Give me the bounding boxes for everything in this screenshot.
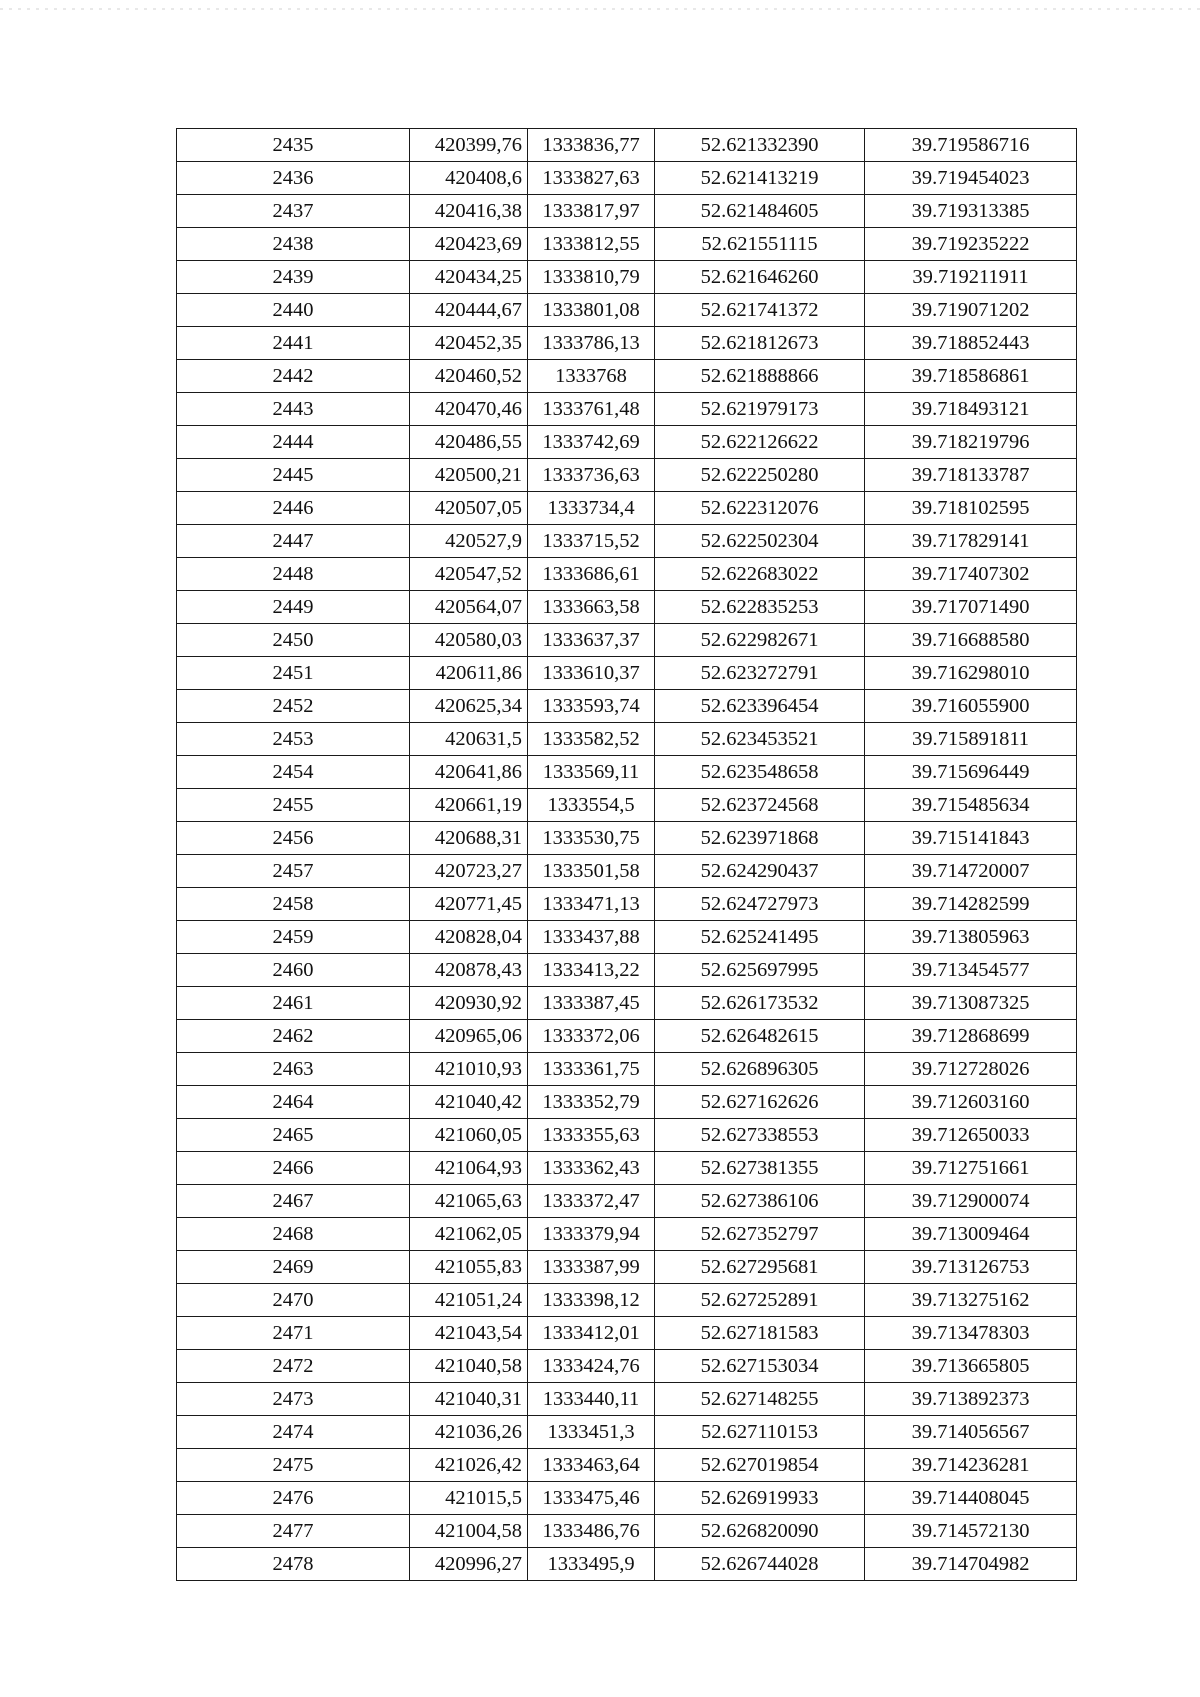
- y-coordinate-cell: 1333734,4: [528, 492, 655, 525]
- y-coordinate-cell: 1333362,43: [528, 1152, 655, 1185]
- x-coordinate-cell: 421040,58: [410, 1350, 528, 1383]
- table-row: [177, 558, 1077, 591]
- x-coordinate-cell: 421015,5: [410, 1482, 528, 1515]
- x-coordinate-cell: 420580,03: [410, 624, 528, 657]
- latitude-cell: 52.626919933: [655, 1482, 865, 1515]
- x-coordinate-cell: 421051,24: [410, 1284, 528, 1317]
- y-coordinate-cell: 1333355,63: [528, 1119, 655, 1152]
- table-row: [177, 855, 1077, 888]
- table-row: [177, 327, 1077, 360]
- x-coordinate-cell: 421055,83: [410, 1251, 528, 1284]
- point-number-cell: 2477: [177, 1515, 410, 1548]
- y-coordinate-cell: 1333437,88: [528, 921, 655, 954]
- y-coordinate-cell: 1333812,55: [528, 228, 655, 261]
- latitude-cell: 52.621551115: [655, 228, 865, 261]
- x-coordinate-cell: 421040,42: [410, 1086, 528, 1119]
- y-coordinate-cell: 1333569,11: [528, 756, 655, 789]
- table-row: [177, 954, 1077, 987]
- latitude-cell: 52.623396454: [655, 690, 865, 723]
- y-coordinate-cell: 1333801,08: [528, 294, 655, 327]
- table-row: [177, 987, 1077, 1020]
- longitude-cell: 39.714704982: [865, 1548, 1077, 1581]
- y-coordinate-cell: 1333501,58: [528, 855, 655, 888]
- point-number-cell: 2455: [177, 789, 410, 822]
- x-coordinate-cell: 420688,31: [410, 822, 528, 855]
- table-row: [177, 129, 1077, 162]
- longitude-cell: 39.712603160: [865, 1086, 1077, 1119]
- longitude-cell: 39.712868699: [865, 1020, 1077, 1053]
- point-number-cell: 2469: [177, 1251, 410, 1284]
- x-coordinate-cell: 420460,52: [410, 360, 528, 393]
- longitude-cell: 39.714282599: [865, 888, 1077, 921]
- point-number-cell: 2437: [177, 195, 410, 228]
- latitude-cell: 52.626896305: [655, 1053, 865, 1086]
- y-coordinate-cell: 1333361,75: [528, 1053, 655, 1086]
- point-number-cell: 2450: [177, 624, 410, 657]
- point-number-cell: 2440: [177, 294, 410, 327]
- y-coordinate-cell: 1333637,37: [528, 624, 655, 657]
- table-row: [177, 228, 1077, 261]
- longitude-cell: 39.714720007: [865, 855, 1077, 888]
- longitude-cell: 39.719586716: [865, 129, 1077, 162]
- y-coordinate-cell: 1333475,46: [528, 1482, 655, 1515]
- y-coordinate-cell: 1333372,47: [528, 1185, 655, 1218]
- y-coordinate-cell: 1333387,45: [528, 987, 655, 1020]
- latitude-cell: 52.627153034: [655, 1350, 865, 1383]
- latitude-cell: 52.626744028: [655, 1548, 865, 1581]
- longitude-cell: 39.712900074: [865, 1185, 1077, 1218]
- y-coordinate-cell: 1333810,79: [528, 261, 655, 294]
- latitude-cell: 52.623724568: [655, 789, 865, 822]
- latitude-cell: 52.627386106: [655, 1185, 865, 1218]
- y-coordinate-cell: 1333836,77: [528, 129, 655, 162]
- longitude-cell: 39.713805963: [865, 921, 1077, 954]
- x-coordinate-cell: 421040,31: [410, 1383, 528, 1416]
- longitude-cell: 39.715141843: [865, 822, 1077, 855]
- latitude-cell: 52.623971868: [655, 822, 865, 855]
- longitude-cell: 39.713009464: [865, 1218, 1077, 1251]
- table-row: [177, 1152, 1077, 1185]
- y-coordinate-cell: 1333827,63: [528, 162, 655, 195]
- table-row: [177, 1317, 1077, 1350]
- longitude-cell: 39.716688580: [865, 624, 1077, 657]
- y-coordinate-cell: 1333486,76: [528, 1515, 655, 1548]
- table-row: [177, 624, 1077, 657]
- coordinates-table-body: [177, 129, 1077, 1581]
- x-coordinate-cell: 420564,07: [410, 591, 528, 624]
- y-coordinate-cell: 1333761,48: [528, 393, 655, 426]
- scan-edge-artifact: [0, 8, 1200, 10]
- point-number-cell: 2444: [177, 426, 410, 459]
- x-coordinate-cell: 420408,6: [410, 162, 528, 195]
- x-coordinate-cell: 420641,86: [410, 756, 528, 789]
- y-coordinate-cell: 1333412,01: [528, 1317, 655, 1350]
- longitude-cell: 39.719211911: [865, 261, 1077, 294]
- x-coordinate-cell: 420547,52: [410, 558, 528, 591]
- longitude-cell: 39.713892373: [865, 1383, 1077, 1416]
- longitude-cell: 39.714056567: [865, 1416, 1077, 1449]
- y-coordinate-cell: 1333593,74: [528, 690, 655, 723]
- x-coordinate-cell: 420507,05: [410, 492, 528, 525]
- y-coordinate-cell: 1333554,5: [528, 789, 655, 822]
- point-number-cell: 2463: [177, 1053, 410, 1086]
- x-coordinate-cell: 420399,76: [410, 129, 528, 162]
- latitude-cell: 52.623548658: [655, 756, 865, 789]
- y-coordinate-cell: 1333742,69: [528, 426, 655, 459]
- point-number-cell: 2456: [177, 822, 410, 855]
- latitude-cell: 52.626173532: [655, 987, 865, 1020]
- x-coordinate-cell: 420723,27: [410, 855, 528, 888]
- longitude-cell: 39.718133787: [865, 459, 1077, 492]
- point-number-cell: 2447: [177, 525, 410, 558]
- point-number-cell: 2446: [177, 492, 410, 525]
- point-number-cell: 2461: [177, 987, 410, 1020]
- y-coordinate-cell: 1333463,64: [528, 1449, 655, 1482]
- y-coordinate-cell: 1333582,52: [528, 723, 655, 756]
- table-row: [177, 1284, 1077, 1317]
- table-row: [177, 294, 1077, 327]
- table-row: [177, 921, 1077, 954]
- x-coordinate-cell: 421036,26: [410, 1416, 528, 1449]
- longitude-cell: 39.713454577: [865, 954, 1077, 987]
- longitude-cell: 39.713478303: [865, 1317, 1077, 1350]
- table-row: [177, 1383, 1077, 1416]
- latitude-cell: 52.622835253: [655, 591, 865, 624]
- table-row: [177, 1086, 1077, 1119]
- y-coordinate-cell: 1333530,75: [528, 822, 655, 855]
- latitude-cell: 52.623453521: [655, 723, 865, 756]
- latitude-cell: 52.627181583: [655, 1317, 865, 1350]
- y-coordinate-cell: 1333379,94: [528, 1218, 655, 1251]
- point-number-cell: 2473: [177, 1383, 410, 1416]
- latitude-cell: 52.621888866: [655, 360, 865, 393]
- table-row: [177, 756, 1077, 789]
- longitude-cell: 39.712728026: [865, 1053, 1077, 1086]
- table-row: [177, 690, 1077, 723]
- point-number-cell: 2462: [177, 1020, 410, 1053]
- latitude-cell: 52.621332390: [655, 129, 865, 162]
- longitude-cell: 39.718493121: [865, 393, 1077, 426]
- longitude-cell: 39.715485634: [865, 789, 1077, 822]
- x-coordinate-cell: 421064,93: [410, 1152, 528, 1185]
- longitude-cell: 39.713275162: [865, 1284, 1077, 1317]
- coordinates-table: [176, 128, 1077, 1581]
- y-coordinate-cell: 1333817,97: [528, 195, 655, 228]
- longitude-cell: 39.717071490: [865, 591, 1077, 624]
- latitude-cell: 52.626820090: [655, 1515, 865, 1548]
- longitude-cell: 39.716298010: [865, 657, 1077, 690]
- x-coordinate-cell: 420930,92: [410, 987, 528, 1020]
- latitude-cell: 52.623272791: [655, 657, 865, 690]
- latitude-cell: 52.627352797: [655, 1218, 865, 1251]
- table-row: [177, 1251, 1077, 1284]
- point-number-cell: 2470: [177, 1284, 410, 1317]
- longitude-cell: 39.714572130: [865, 1515, 1077, 1548]
- x-coordinate-cell: 420423,69: [410, 228, 528, 261]
- x-coordinate-cell: 421065,63: [410, 1185, 528, 1218]
- y-coordinate-cell: 1333398,12: [528, 1284, 655, 1317]
- point-number-cell: 2478: [177, 1548, 410, 1581]
- point-number-cell: 2445: [177, 459, 410, 492]
- x-coordinate-cell: 420828,04: [410, 921, 528, 954]
- y-coordinate-cell: 1333413,22: [528, 954, 655, 987]
- longitude-cell: 39.718852443: [865, 327, 1077, 360]
- point-number-cell: 2441: [177, 327, 410, 360]
- latitude-cell: 52.621646260: [655, 261, 865, 294]
- latitude-cell: 52.621812673: [655, 327, 865, 360]
- point-number-cell: 2451: [177, 657, 410, 690]
- latitude-cell: 52.625697995: [655, 954, 865, 987]
- latitude-cell: 52.627110153: [655, 1416, 865, 1449]
- x-coordinate-cell: 420527,9: [410, 525, 528, 558]
- table-row: [177, 1548, 1077, 1581]
- table-row: [177, 822, 1077, 855]
- point-number-cell: 2466: [177, 1152, 410, 1185]
- point-number-cell: 2472: [177, 1350, 410, 1383]
- x-coordinate-cell: 420771,45: [410, 888, 528, 921]
- point-number-cell: 2475: [177, 1449, 410, 1482]
- y-coordinate-cell: 1333495,9: [528, 1548, 655, 1581]
- x-coordinate-cell: 420500,21: [410, 459, 528, 492]
- table-row: [177, 492, 1077, 525]
- point-number-cell: 2452: [177, 690, 410, 723]
- longitude-cell: 39.718219796: [865, 426, 1077, 459]
- y-coordinate-cell: 1333786,13: [528, 327, 655, 360]
- x-coordinate-cell: 420631,5: [410, 723, 528, 756]
- latitude-cell: 52.621741372: [655, 294, 865, 327]
- x-coordinate-cell: 420965,06: [410, 1020, 528, 1053]
- x-coordinate-cell: 421060,05: [410, 1119, 528, 1152]
- x-coordinate-cell: 421062,05: [410, 1218, 528, 1251]
- longitude-cell: 39.719071202: [865, 294, 1077, 327]
- y-coordinate-cell: 1333451,3: [528, 1416, 655, 1449]
- point-number-cell: 2460: [177, 954, 410, 987]
- table-row: [177, 1218, 1077, 1251]
- latitude-cell: 52.622502304: [655, 525, 865, 558]
- table-row: [177, 393, 1077, 426]
- table-row: [177, 1515, 1077, 1548]
- latitude-cell: 52.627148255: [655, 1383, 865, 1416]
- latitude-cell: 52.622126622: [655, 426, 865, 459]
- y-coordinate-cell: 1333715,52: [528, 525, 655, 558]
- x-coordinate-cell: 420434,25: [410, 261, 528, 294]
- x-coordinate-cell: 421043,54: [410, 1317, 528, 1350]
- point-number-cell: 2449: [177, 591, 410, 624]
- latitude-cell: 52.627252891: [655, 1284, 865, 1317]
- table-row: [177, 525, 1077, 558]
- point-number-cell: 2453: [177, 723, 410, 756]
- point-number-cell: 2458: [177, 888, 410, 921]
- point-number-cell: 2476: [177, 1482, 410, 1515]
- latitude-cell: 52.621413219: [655, 162, 865, 195]
- table-row: [177, 195, 1077, 228]
- table-row: [177, 723, 1077, 756]
- longitude-cell: 39.717829141: [865, 525, 1077, 558]
- y-coordinate-cell: 1333610,37: [528, 657, 655, 690]
- x-coordinate-cell: 421026,42: [410, 1449, 528, 1482]
- x-coordinate-cell: 420878,43: [410, 954, 528, 987]
- table-row: [177, 1482, 1077, 1515]
- x-coordinate-cell: 420444,67: [410, 294, 528, 327]
- table-row: [177, 261, 1077, 294]
- longitude-cell: 39.713126753: [865, 1251, 1077, 1284]
- table-row: [177, 459, 1077, 492]
- longitude-cell: 39.713087325: [865, 987, 1077, 1020]
- y-coordinate-cell: 1333352,79: [528, 1086, 655, 1119]
- longitude-cell: 39.715696449: [865, 756, 1077, 789]
- point-number-cell: 2435: [177, 129, 410, 162]
- y-coordinate-cell: 1333387,99: [528, 1251, 655, 1284]
- table-row: [177, 657, 1077, 690]
- table-row: [177, 162, 1077, 195]
- longitude-cell: 39.718102595: [865, 492, 1077, 525]
- longitude-cell: 39.718586861: [865, 360, 1077, 393]
- y-coordinate-cell: 1333686,61: [528, 558, 655, 591]
- table-row: [177, 1350, 1077, 1383]
- x-coordinate-cell: 420452,35: [410, 327, 528, 360]
- point-number-cell: 2442: [177, 360, 410, 393]
- x-coordinate-cell: 420416,38: [410, 195, 528, 228]
- point-number-cell: 2443: [177, 393, 410, 426]
- y-coordinate-cell: 1333372,06: [528, 1020, 655, 1053]
- longitude-cell: 39.714236281: [865, 1449, 1077, 1482]
- latitude-cell: 52.624290437: [655, 855, 865, 888]
- point-number-cell: 2457: [177, 855, 410, 888]
- x-coordinate-cell: 420486,55: [410, 426, 528, 459]
- longitude-cell: 39.712751661: [865, 1152, 1077, 1185]
- latitude-cell: 52.627338553: [655, 1119, 865, 1152]
- x-coordinate-cell: 421004,58: [410, 1515, 528, 1548]
- table-row: [177, 1119, 1077, 1152]
- x-coordinate-cell: 420625,34: [410, 690, 528, 723]
- latitude-cell: 52.622250280: [655, 459, 865, 492]
- point-number-cell: 2439: [177, 261, 410, 294]
- longitude-cell: 39.719313385: [865, 195, 1077, 228]
- longitude-cell: 39.716055900: [865, 690, 1077, 723]
- table-row: [177, 888, 1077, 921]
- longitude-cell: 39.712650033: [865, 1119, 1077, 1152]
- x-coordinate-cell: 420996,27: [410, 1548, 528, 1581]
- point-number-cell: 2465: [177, 1119, 410, 1152]
- longitude-cell: 39.717407302: [865, 558, 1077, 591]
- table-row: [177, 1185, 1077, 1218]
- point-number-cell: 2467: [177, 1185, 410, 1218]
- latitude-cell: 52.627019854: [655, 1449, 865, 1482]
- table-row: [177, 1416, 1077, 1449]
- longitude-cell: 39.719454023: [865, 162, 1077, 195]
- x-coordinate-cell: 420611,86: [410, 657, 528, 690]
- y-coordinate-cell: 1333663,58: [528, 591, 655, 624]
- latitude-cell: 52.624727973: [655, 888, 865, 921]
- table-row: [177, 1053, 1077, 1086]
- table-row: [177, 360, 1077, 393]
- y-coordinate-cell: 1333471,13: [528, 888, 655, 921]
- longitude-cell: 39.715891811: [865, 723, 1077, 756]
- table-row: [177, 426, 1077, 459]
- point-number-cell: 2464: [177, 1086, 410, 1119]
- point-number-cell: 2436: [177, 162, 410, 195]
- table-row: [177, 1020, 1077, 1053]
- table-row: [177, 591, 1077, 624]
- table-row: [177, 1449, 1077, 1482]
- latitude-cell: 52.627381355: [655, 1152, 865, 1185]
- y-coordinate-cell: 1333768: [528, 360, 655, 393]
- latitude-cell: 52.622982671: [655, 624, 865, 657]
- point-number-cell: 2448: [177, 558, 410, 591]
- point-number-cell: 2438: [177, 228, 410, 261]
- y-coordinate-cell: 1333424,76: [528, 1350, 655, 1383]
- table-row: [177, 789, 1077, 822]
- latitude-cell: 52.625241495: [655, 921, 865, 954]
- x-coordinate-cell: 421010,93: [410, 1053, 528, 1086]
- latitude-cell: 52.622683022: [655, 558, 865, 591]
- latitude-cell: 52.626482615: [655, 1020, 865, 1053]
- x-coordinate-cell: 420661,19: [410, 789, 528, 822]
- point-number-cell: 2474: [177, 1416, 410, 1449]
- point-number-cell: 2468: [177, 1218, 410, 1251]
- x-coordinate-cell: 420470,46: [410, 393, 528, 426]
- latitude-cell: 52.622312076: [655, 492, 865, 525]
- longitude-cell: 39.719235222: [865, 228, 1077, 261]
- point-number-cell: 2454: [177, 756, 410, 789]
- latitude-cell: 52.621979173: [655, 393, 865, 426]
- y-coordinate-cell: 1333736,63: [528, 459, 655, 492]
- y-coordinate-cell: 1333440,11: [528, 1383, 655, 1416]
- latitude-cell: 52.621484605: [655, 195, 865, 228]
- longitude-cell: 39.714408045: [865, 1482, 1077, 1515]
- longitude-cell: 39.713665805: [865, 1350, 1077, 1383]
- point-number-cell: 2459: [177, 921, 410, 954]
- latitude-cell: 52.627162626: [655, 1086, 865, 1119]
- latitude-cell: 52.627295681: [655, 1251, 865, 1284]
- point-number-cell: 2471: [177, 1317, 410, 1350]
